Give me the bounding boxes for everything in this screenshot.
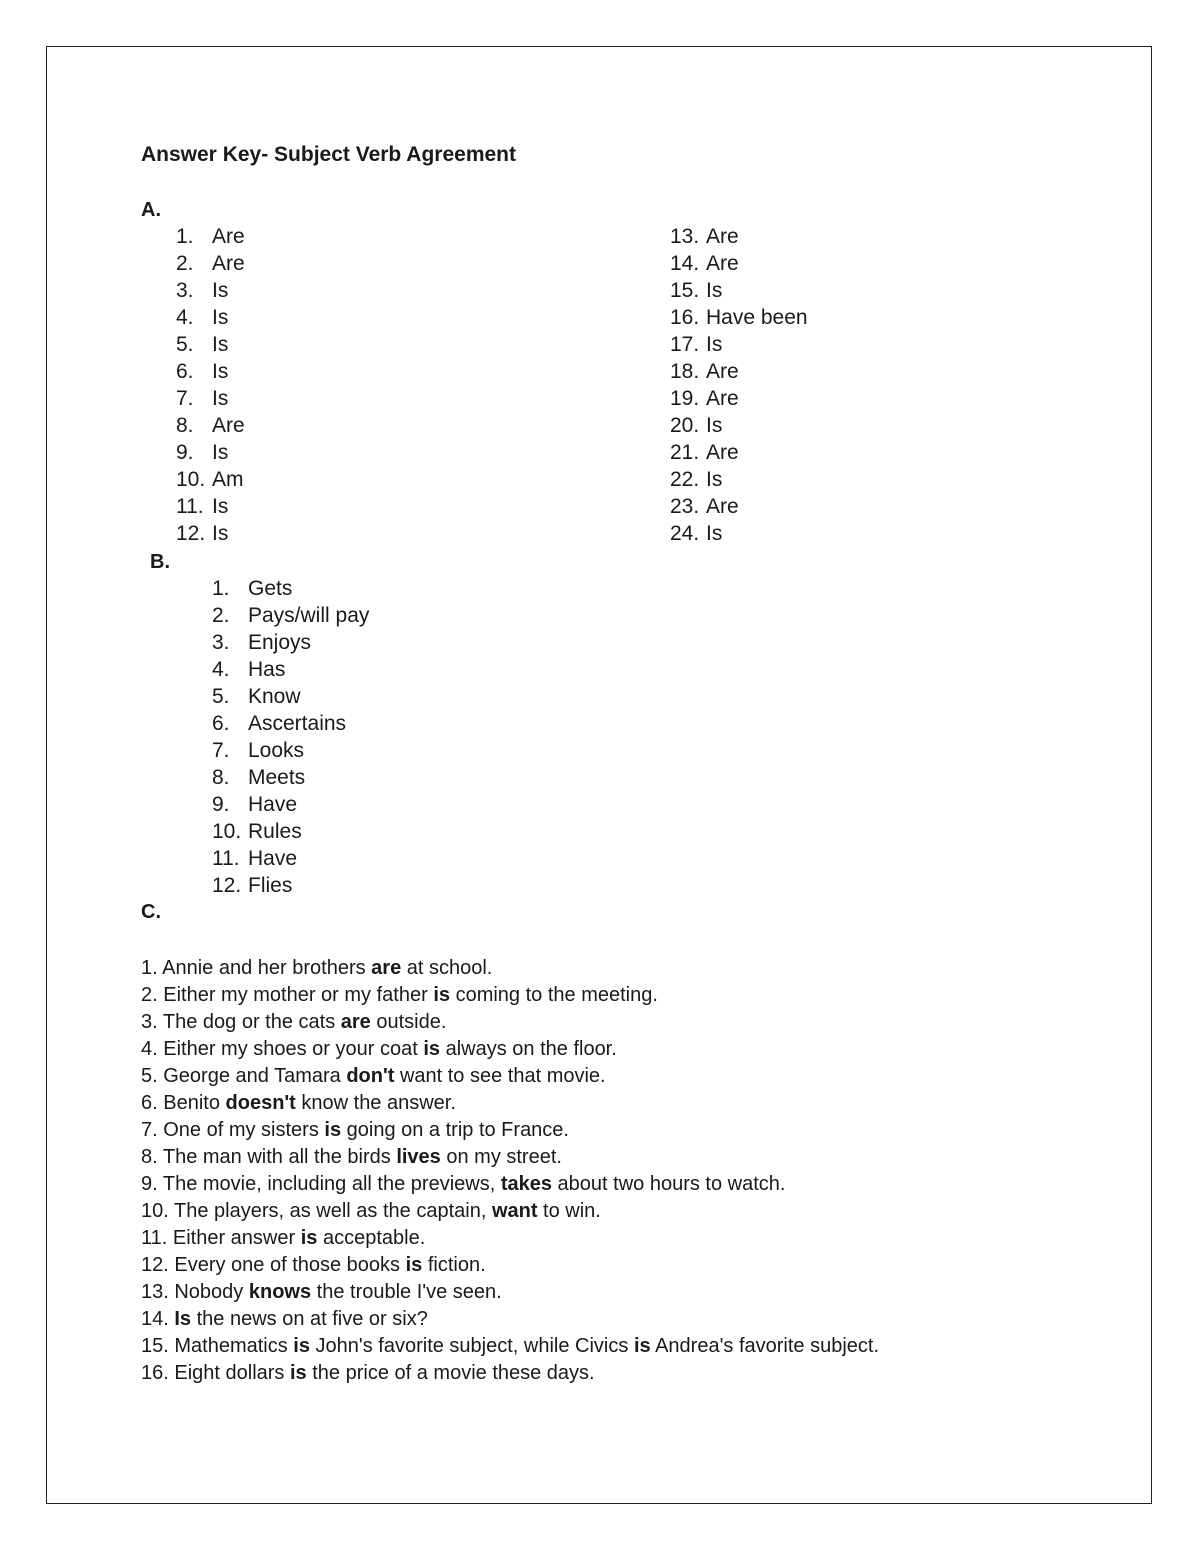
item-answer: Is <box>706 522 723 545</box>
sentence-text: the price of a movie these days. <box>306 1362 595 1384</box>
item-answer: Have <box>248 793 298 816</box>
list-item <box>670 223 808 250</box>
item-answer: Are <box>706 225 739 248</box>
list-item <box>212 872 369 899</box>
item-answer: Gets <box>248 577 293 600</box>
list-item <box>176 250 245 277</box>
sentence-text: 14. <box>141 1308 175 1330</box>
list-item <box>670 331 808 358</box>
sentence-item <box>141 1171 879 1198</box>
item-answer: Know <box>248 685 301 708</box>
item-number: 9. <box>212 793 230 816</box>
sentence-text: want to see that movie. <box>394 1065 606 1087</box>
list-item <box>176 223 245 250</box>
item-number: 11. <box>212 847 240 870</box>
sentence-item <box>141 1279 879 1306</box>
item-number: 3. <box>176 279 194 302</box>
answer-verb: are <box>371 957 402 979</box>
item-number: 5. <box>176 333 194 356</box>
item-number: 14. <box>670 252 700 275</box>
list-item <box>670 250 808 277</box>
list-item <box>670 439 808 466</box>
sentence-text: 7. One of my sisters <box>141 1119 325 1141</box>
sentence-text: 2. Either my mother or my father <box>141 984 434 1006</box>
item-answer: Is <box>212 306 229 329</box>
item-number: 15. <box>670 279 700 302</box>
list-item <box>670 358 808 385</box>
answer-verb: don't <box>346 1065 395 1087</box>
item-number: 20. <box>670 414 700 437</box>
item-answer: Are <box>212 414 245 437</box>
sentence-item <box>141 1333 879 1360</box>
list-item <box>670 277 808 304</box>
item-number: 10. <box>176 468 206 491</box>
list-item <box>212 818 369 845</box>
answer-verb: is <box>300 1227 318 1249</box>
item-answer: Is <box>706 333 723 356</box>
sentence-text: John's favorite subject, while Civics <box>309 1335 634 1357</box>
sentence-text: fiction. <box>422 1254 486 1276</box>
answer-verb: want <box>491 1200 538 1222</box>
item-number: 16. <box>670 306 700 329</box>
item-answer: Am <box>212 468 244 491</box>
item-number: 12. <box>212 874 242 897</box>
list-item <box>670 520 808 547</box>
item-answer: Flies <box>248 874 293 897</box>
item-answer: Pays/will pay <box>248 604 370 627</box>
sentence-text: about two hours to watch. <box>551 1173 786 1195</box>
list-item <box>670 304 808 331</box>
sentence-text: the trouble I've seen. <box>311 1281 502 1303</box>
list-item <box>212 629 369 656</box>
item-number: 12. <box>176 522 206 545</box>
section-b-heading: B. <box>150 551 170 573</box>
list-item <box>212 791 369 818</box>
sentence-text: Andrea's favorite subject. <box>650 1335 880 1357</box>
item-number: 9. <box>176 441 194 464</box>
answer-verb: is <box>433 984 451 1006</box>
section-c-heading: C. <box>141 901 161 923</box>
item-number: 19. <box>670 387 700 410</box>
item-answer: Ascertains <box>248 712 347 735</box>
item-answer: Are <box>706 495 739 518</box>
list-item <box>212 575 369 602</box>
item-answer: Are <box>212 252 245 275</box>
answer-verb: are <box>340 1011 371 1033</box>
answer-verb: is <box>289 1362 307 1384</box>
list-item <box>670 385 808 412</box>
list-item <box>176 439 245 466</box>
section-a-left-list <box>176 223 245 547</box>
item-number: 17. <box>670 333 700 356</box>
item-answer: Has <box>248 658 286 681</box>
sentence-item <box>141 1063 879 1090</box>
list-item <box>670 466 808 493</box>
section-c-list <box>141 955 879 1387</box>
item-answer: Have <box>248 847 298 870</box>
item-number: 22. <box>670 468 700 491</box>
sentence-item <box>141 955 879 982</box>
list-item <box>176 385 245 412</box>
answer-verb: is <box>633 1335 651 1357</box>
answer-verb: is <box>293 1335 310 1357</box>
sentence-text: 13. Nobody <box>141 1281 249 1303</box>
sentence-item <box>141 982 879 1009</box>
sentence-item <box>141 1198 879 1225</box>
item-answer: Are <box>706 360 739 383</box>
sentence-text: 3. The dog or the cats <box>141 1011 341 1033</box>
item-answer: Is <box>212 360 229 383</box>
sentence-text: to win. <box>537 1200 601 1222</box>
item-number: 6. <box>176 360 194 383</box>
item-answer: Looks <box>248 739 305 762</box>
sentence-text: the news on at five or six? <box>191 1308 428 1330</box>
item-number: 18. <box>670 360 700 383</box>
item-number: 13. <box>670 225 700 248</box>
list-item <box>176 493 245 520</box>
list-item <box>176 466 245 493</box>
answer-verb: Is <box>174 1308 192 1330</box>
list-item <box>176 304 245 331</box>
item-number: 21. <box>670 441 700 464</box>
answer-verb: is <box>405 1254 423 1276</box>
list-item <box>176 331 245 358</box>
item-number: 7. <box>212 739 230 762</box>
list-item <box>212 710 369 737</box>
sentence-text: coming to the meeting. <box>450 984 658 1006</box>
answer-verb: lives <box>396 1146 441 1168</box>
sentence-item <box>141 1117 879 1144</box>
sentence-text: 9. The movie, including all the previews, <box>141 1173 501 1195</box>
list-item <box>212 764 369 791</box>
answer-verb: is <box>423 1038 441 1060</box>
sentence-text: acceptable. <box>317 1227 426 1249</box>
answer-verb: is <box>324 1119 342 1141</box>
item-number: 23. <box>670 495 700 518</box>
section-b-list <box>212 575 369 899</box>
sentence-text: at school. <box>401 957 493 979</box>
sentence-item <box>141 1252 879 1279</box>
item-answer: Have been <box>706 306 808 329</box>
list-item <box>212 656 369 683</box>
list-item <box>176 412 245 439</box>
item-number: 7. <box>176 387 194 410</box>
sentence-item <box>141 1144 879 1171</box>
sentence-text: going on a trip to France. <box>341 1119 569 1141</box>
item-number: 6. <box>212 712 230 735</box>
item-answer: Are <box>706 252 739 275</box>
sentence-text: 16. Eight dollars <box>141 1362 290 1384</box>
sentence-text: always on the floor. <box>440 1038 617 1060</box>
section-a-right-list <box>670 223 808 547</box>
item-number: 8. <box>176 414 194 437</box>
item-answer: Are <box>706 387 739 410</box>
item-answer: Is <box>212 387 229 410</box>
item-answer: Rules <box>248 820 302 843</box>
item-number: 5. <box>212 685 230 708</box>
sentence-text: 15. Mathematics <box>141 1335 294 1357</box>
item-number: 4. <box>176 306 194 329</box>
sentence-text: know the answer. <box>295 1092 456 1114</box>
list-item <box>176 358 245 385</box>
sentence-item <box>141 1225 879 1252</box>
sentence-item <box>141 1009 879 1036</box>
answer-verb: doesn't <box>225 1092 296 1114</box>
sentence-item <box>141 1360 879 1387</box>
item-number: 11. <box>176 495 204 518</box>
sentence-text: 6. Benito <box>141 1092 226 1114</box>
list-item <box>176 277 245 304</box>
item-number: 1. <box>176 225 194 248</box>
sentence-text: 12. Every one of those books <box>141 1254 406 1276</box>
sentence-item <box>141 1306 879 1333</box>
item-number: 2. <box>212 604 230 627</box>
page-title: Answer Key- Subject Verb Agreement <box>141 143 517 166</box>
sentence-text: 8. The man with all the birds <box>141 1146 397 1168</box>
sentence-text: on my street. <box>440 1146 562 1168</box>
item-answer: Is <box>212 333 229 356</box>
sentence-text: outside. <box>370 1011 447 1033</box>
item-answer: Is <box>706 414 723 437</box>
item-answer: Are <box>212 225 245 248</box>
sentence-text: 5. George and Tamara <box>141 1065 347 1087</box>
item-answer: Is <box>212 522 229 545</box>
sentence-text: 10. The players, as well as the captain, <box>141 1200 492 1222</box>
answer-verb: takes <box>500 1173 552 1195</box>
item-number: 8. <box>212 766 230 789</box>
item-number: 4. <box>212 658 230 681</box>
item-answer: Is <box>212 279 229 302</box>
item-number: 24. <box>670 522 700 545</box>
item-answer: Meets <box>248 766 306 789</box>
list-item <box>670 493 808 520</box>
list-item <box>670 412 808 439</box>
item-answer: Enjoys <box>248 631 312 654</box>
item-answer: Is <box>706 279 723 302</box>
sentence-text: 1. Annie and her brothers <box>141 957 372 979</box>
sentence-item <box>141 1090 879 1117</box>
item-answer: Is <box>212 441 229 464</box>
item-answer: Is <box>706 468 723 491</box>
list-item <box>212 845 369 872</box>
list-item <box>176 520 245 547</box>
list-item <box>212 602 369 629</box>
item-number: 2. <box>176 252 194 275</box>
sentence-text: 4. Either my shoes or your coat <box>141 1038 424 1060</box>
item-number: 10. <box>212 820 242 843</box>
list-item <box>212 737 369 764</box>
item-number: 3. <box>212 631 230 654</box>
answer-verb: knows <box>248 1281 312 1303</box>
sentence-text: 11. Either answer <box>141 1227 301 1249</box>
sentence-item <box>141 1036 879 1063</box>
list-item <box>212 683 369 710</box>
item-answer: Is <box>212 495 229 518</box>
item-number: 1. <box>212 577 230 600</box>
section-a-heading: A. <box>141 199 161 221</box>
item-answer: Are <box>706 441 739 464</box>
